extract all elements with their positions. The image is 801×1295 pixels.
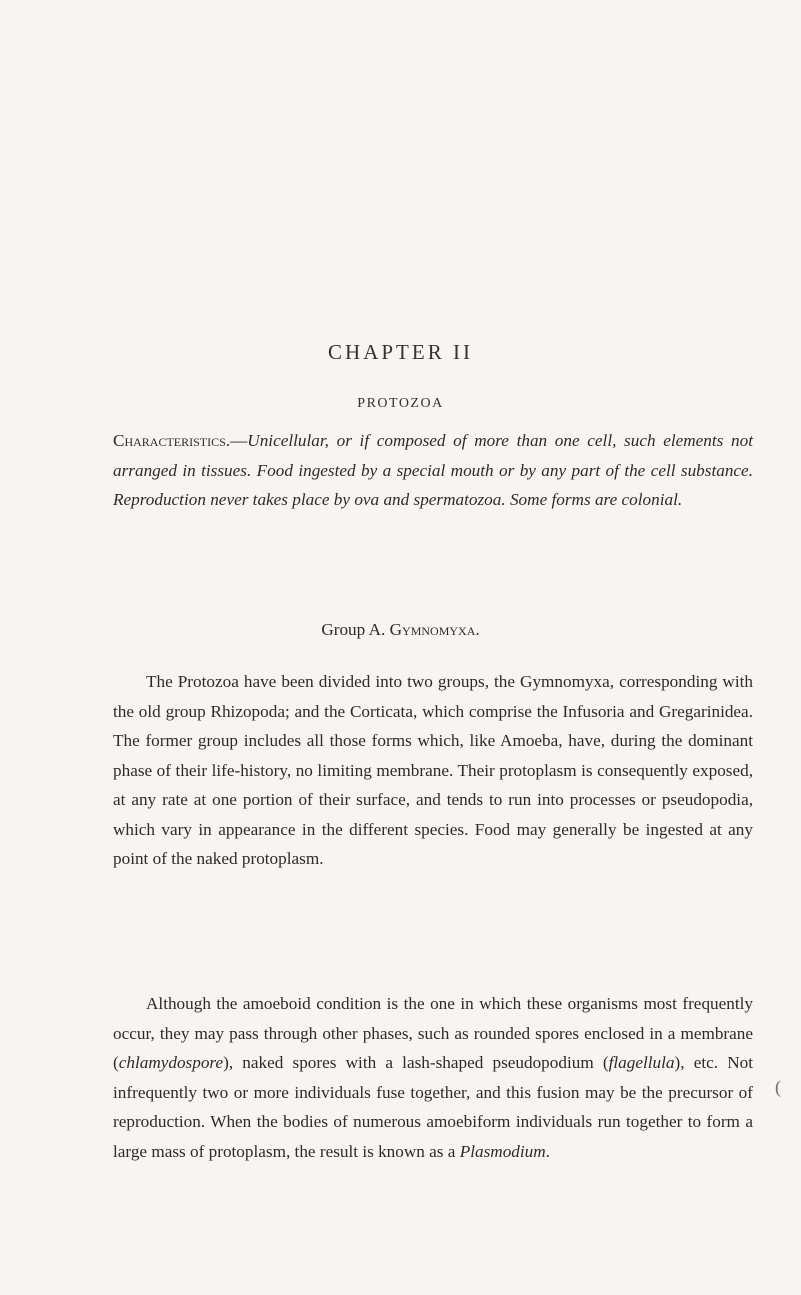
paragraph-2 xyxy=(113,989,753,1166)
paragraph-2-part-b: ), naked spores with a lash-shaped pseudopodium ( xyxy=(223,1053,609,1072)
characteristics-dash: — xyxy=(230,431,248,450)
term-plasmodium: Plasmodium xyxy=(459,1141,546,1161)
paragraph-2-part-a: Although the amoeboid condition is the one in which these organisms most frequently occur, they may pass through other phases, such as rounded spores enclosed in a membrane ( xyxy=(113,994,753,1072)
term-flagellula: flagellula xyxy=(608,1053,675,1072)
paragraph-2-part-d: . xyxy=(545,1141,550,1161)
characteristics-label: Characteristics. xyxy=(113,431,231,450)
paragraph-2-part-c: ), etc. Not infrequently two or more individuals fuse together, and this fusion may be the precursor of reproduction. When the bodies of numerous amoebiform individuals run together to form a large mass of protoplasm, the result is known as a xyxy=(113,1053,753,1161)
chapter-subject: PROTOZOA xyxy=(357,396,444,411)
term-chlamydospore: chlamydospore xyxy=(118,1053,224,1072)
chapter-title: CHAPTER II xyxy=(328,340,473,364)
characteristics-text: Unicellular, or if composed of more than one cell, such elements not arranged in tissues. Food ingested by a special mouth or by any part of the cell substance. Reproduction never takes place by ova and spermatozoa. Some forms are colonial. xyxy=(113,431,753,509)
paragraph-1: The Protozoa have been divided into two groups, the Gymnomyxa, corresponding with the old group Rhizopoda; and the Corticata, which comprise the Infusoria and Gregarinidea. The former group includes all those forms which, like Amoeba, have, during the dominant phase of their life-history, no limiting membrane. Their protoplasm is consequently exposed, at any rate at one portion of their surface, and tends to run into processes or pseudopodia, which vary in appearance in the different species. Food may generally be ingested at any point of the naked protoplasm. xyxy=(113,672,753,868)
group-heading xyxy=(0,620,801,640)
group-heading-prefix: Group A. xyxy=(321,620,386,639)
group-heading-name: Gymnomyxa. xyxy=(389,620,480,639)
characteristics-paragraph xyxy=(113,426,753,515)
margin-bracket-mark: ( xyxy=(775,1077,781,1097)
